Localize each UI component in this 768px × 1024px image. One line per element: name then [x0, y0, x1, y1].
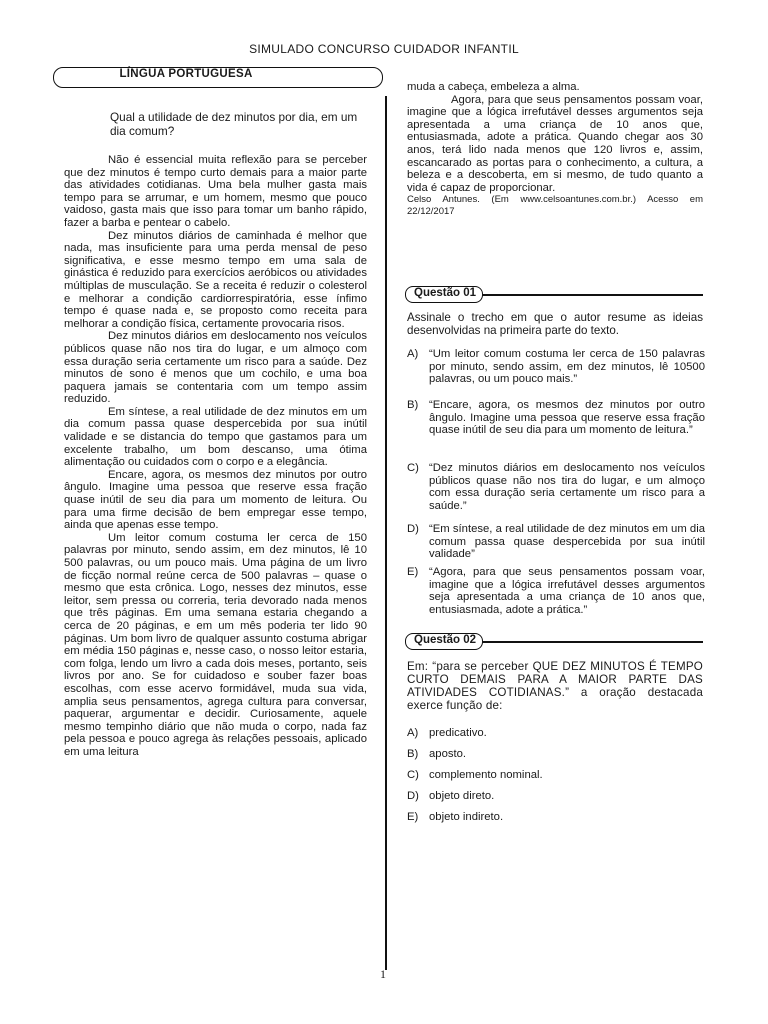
text-continuation-block: [407, 81, 703, 217]
column-divider: [385, 96, 387, 970]
question-02-option-a: [407, 727, 705, 741]
question-02-header: [405, 633, 703, 653]
text-paragraph: Um leitor comum costuma ler cerca de 150 palavras por minuto, sendo assim, em dez minutos, lê 10 500 palavras, ou um pouco mais. Uma página de um livro de ficção normal reúne cerca de 500 palavras – quase o mesmo que esta crônica. Logo, nesses dez minutos, esse leitor, sem pressa ou correria, teria devorado nada menos que três páginas. Em uma semana estaria chegando a cerca de 20 páginas, e em um mês poderia ter lido 90 páginas. Um bom livro de qualquer assunto costuma abrigar em média 150 páginas e, nesse caso, o nosso leitor estaria, com folga, lendo um livro a cada dois meses, portanto, seis livros por ano. Se for cuidadoso e souber fazer boas escolhas, com esse acervo formidável, muda sua vida, amplia seus pensamentos, agrega cultura para conversar, paquerar, argumentar e decidir. Curiosamente, aquele mesmo tempinho diário que não muda o corpo, nada faz pela pessoa e pouco agrega às relações pessoais, aplicado em uma leitura: [64, 531, 367, 758]
question-01-header: [405, 286, 703, 306]
option-text: “Dez minutos diários em deslocamento nos veículos públicos quase não nos tira do lugar, e um almoço com essa duração seria certamente um risco para a saúde.”: [429, 462, 705, 512]
option-letter: A): [407, 727, 419, 739]
main-text-column: [64, 110, 367, 759]
option-letter: C): [407, 462, 419, 474]
page-number: 1: [380, 967, 386, 981]
option-letter: E): [407, 566, 419, 578]
question-01-option-c: [407, 462, 705, 514]
question-01-option-a: [407, 348, 705, 388]
option-letter: D): [407, 790, 419, 802]
option-letter: B): [407, 399, 419, 411]
option-text: “Encare, agora, os mesmos dez minutos por outro ângulo. Imagine uma pessoa que reserve essa fração quase inútil de seu dia para um momento de leitura.”: [429, 399, 705, 437]
question-01-option-b: [407, 399, 705, 451]
text-citation: Celso Antunes. (Em www.celsoantunes.com.br.) Acesso em 22/12/2017: [407, 194, 703, 217]
option-text: objeto indireto.: [429, 811, 504, 823]
option-letter: D): [407, 523, 419, 535]
question-01-label: Questão 01: [414, 287, 476, 299]
text-continuation: muda a cabeça, embeleza a alma.: [407, 81, 580, 93]
question-01-option-d: [407, 523, 705, 563]
option-text: predicativo.: [429, 727, 487, 739]
question-02-option-c: [407, 769, 705, 783]
question-header-rule: [482, 641, 703, 643]
text-paragraph: Não é essencial muita reflexão para se perceber que dez minutos é tempo curto demais para a maior parte das atividades cotidianas. Uma bela mulher gasta mais tempo para se arrumar, e um homem, mesmo que pouco vaidoso, gasta mais que isso para tomar um banho rápido, fazer a barba e pentear o cabelo.: [64, 154, 367, 229]
option-text: “Agora, para que seus pensamentos possam voar, imagine que a lógica irrefutável desses argumentos seja apresentada a uma criança de 10 anos que, entusiasmada, adote a prática.”: [429, 566, 705, 616]
question-02-option-b: [407, 748, 705, 762]
text-paragraph: Encare, agora, os mesmos dez minutos por outro ângulo. Imagine uma pessoa que reserve essa fração quase inútil de seu dia para um momento de leitura. Ou para uma firme decisão de bem empregar esse tempo, ainda que apenas esse tempo.: [64, 468, 367, 532]
section-label: LÍNGUA PORTUGUESA: [119, 68, 253, 80]
question-header-rule: [482, 294, 703, 296]
option-letter: C): [407, 769, 419, 781]
question-01-option-e: [407, 566, 705, 618]
question-02-option-e: [407, 811, 705, 825]
option-text: objeto direto.: [429, 790, 495, 802]
question-02-prompt: Em: “para se perceber QUE DEZ MINUTOS É TEMPO CURTO DEMAIS PARA A MAIOR PARTE DAS ATIVIDADES COTIDIANAS.” a oração destacada exerce função de:: [407, 660, 703, 712]
text-title: Qual a utilidade de dez minutos por dia, em um dia comum?: [110, 110, 358, 138]
page-header-title: SIMULADO CONCURSO CUIDADOR INFANTIL: [249, 42, 519, 56]
option-text: “Em síntese, a real utilidade de dez minutos em um dia comum passa quase despercebida por sua inútil validade”: [429, 523, 705, 561]
question-02-option-d: [407, 790, 705, 804]
option-text: “Um leitor comum costuma ler cerca de 150 palavras por minuto, sendo assim, em dez minutos, lê 10500 palavras, ou um pouco mais.”: [429, 348, 705, 386]
text-last-paragraph: Agora, para que seus pensamentos possam voar, imagine que a lógica irrefutável desses argumentos seja apresentada a uma criança de 10 anos que, entusiasmada, adote a prática. Quando chegar aos 30 anos, terá lido nada menos que 120 livros e, assim, escancarado as portas para o conhecimento, a cultura, a beleza e a descoberta, em si mesmo, de tudo quanto a vida é capaz de proporcionar.: [407, 93, 703, 194]
text-paragraph: Dez minutos diários em deslocamento nos veículos públicos quase não nos tira do lugar, e um almoço com essa duração seria certamente um risco para a saúde. Dez minutos de sono é menos que um cochilo, e uma boa paquera jamais se contentaria com um tempo assim reduzido.: [64, 330, 367, 406]
option-letter: E): [407, 811, 419, 823]
option-text: aposto.: [429, 748, 467, 760]
question-02-label: Questão 02: [414, 634, 476, 646]
option-text: complemento nominal.: [429, 769, 543, 781]
option-letter: B): [407, 748, 419, 760]
text-paragraph: Dez minutos diários de caminhada é melhor que nada, mas insuficiente para uma perda mensal de peso significativa, e esse mesmo tempo em uma sala de ginástica é reduzido para exercícios aeróbicos ou atividades múltiplas de musculação. Se a receita é reduzir o colesterol e melhorar a condição cardiorrespiratória, esse ínfimo tempo é quase nada e, se proposto como receita para melhorar a condição física, certamente provocaria risos.: [64, 229, 367, 330]
text-paragraph: Em síntese, a real utilidade de dez minutos em um dia comum passa quase despercebida por sua inútil validade e se distancia do tempo que gastamos para um excelente trabalho, um bom descanso, uma ótima alimentação ou cuidados com o corpo e a elegância.: [64, 405, 367, 469]
option-letter: A): [407, 348, 419, 360]
question-01-prompt: Assinale o trecho em que o autor resume as ideias desenvolvidas na primeira parte do texto.: [407, 311, 703, 337]
